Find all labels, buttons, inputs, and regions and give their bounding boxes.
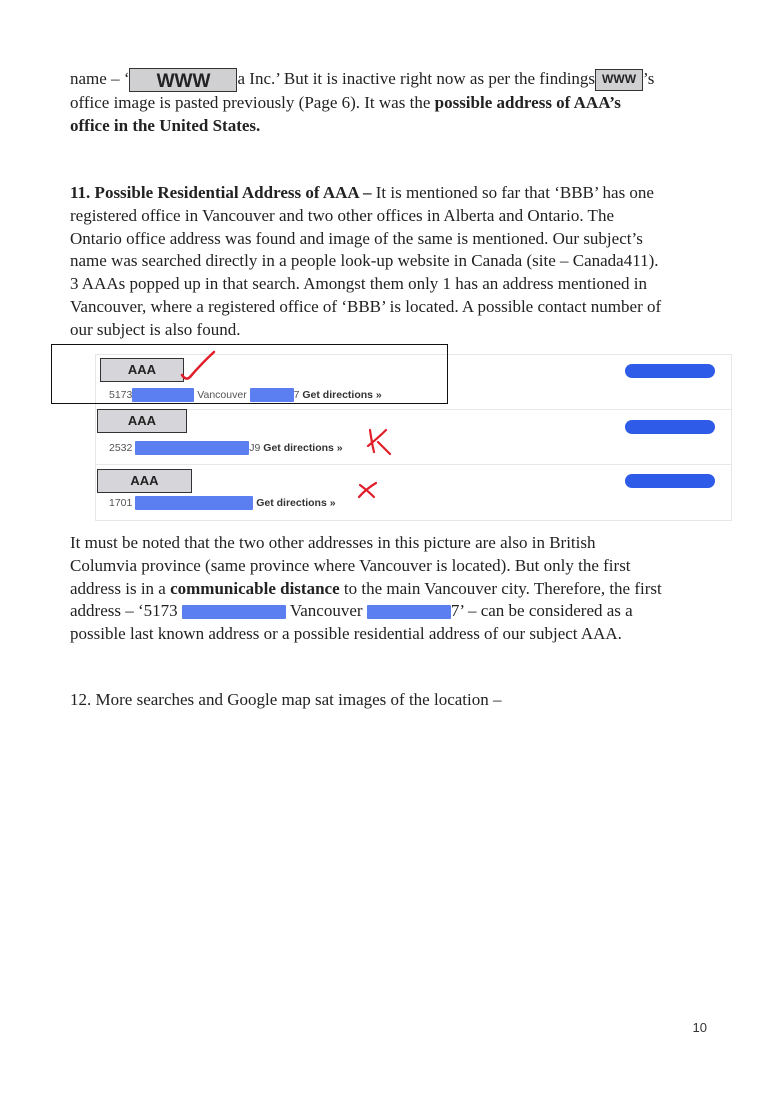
result-row — [96, 410, 731, 465]
result-name: AAA — [97, 469, 192, 493]
get-directions-link[interactable]: Get directions » — [263, 441, 343, 454]
p1-line1: name – ‘ WWW a Inc.’ But it is inactive right now as per the findings WWW ’s — [70, 69, 655, 93]
redaction-box — [135, 441, 249, 455]
phone-redaction — [625, 474, 715, 488]
highlight-frame — [51, 344, 448, 404]
redaction-box — [135, 496, 253, 510]
paragraph-conclusion: It must be noted that the two other addresses in this picture are also in British Columvia province (same province where Vancouver is located). But only the first address is in a communicable distance to the main Vancouver city. Therefore, the first address – ‘5173 Vancouver 7’ – can be considered as a possible last known address or a possible residential address of our subject AAA. — [70, 533, 662, 644]
p1-line3: office in the United States. — [70, 115, 261, 135]
paragraph-residential-address: 11. Possible Residential Address of AAA – It is mentioned so far that ‘BBB’ has one registered office in Vancouver and two other offices in Alberta and Ontario. The Ontario office address was found and image of the same is mentioned. Our subject’s name was searched directly in a people look-up website in Canada (site – Canada411). 3 AAAs popped up in that search. Amongst them only 1 has an address mentioned in Vancouver, where a registered office of ‘BBB’ is located. A possible contact number of our subject is also found. — [70, 183, 662, 339]
result-address: 1701 Get directions » — [109, 496, 336, 509]
result-name: AAA — [100, 358, 184, 382]
get-directions-link[interactable]: Get directions » — [256, 496, 336, 509]
result-address: 5173 Vancouver 7 Get directions » — [109, 388, 382, 401]
redaction-box: WWW — [595, 69, 643, 91]
get-directions-link[interactable]: Get directions » — [302, 388, 382, 401]
redaction-box: WWW — [129, 68, 237, 92]
redaction-box — [367, 605, 451, 619]
result-row — [96, 465, 731, 519]
result-name: AAA — [97, 409, 187, 433]
section-heading: 11. Possible Residential Address of AAA – — [70, 183, 372, 202]
paragraph-us-office — [70, 68, 720, 138]
paragraph-more-searches: 12. More searches and Google map sat images of the location – — [70, 690, 502, 709]
cross-mark-icon — [366, 426, 396, 460]
result-address: 2532 J9 Get directions » — [109, 441, 343, 454]
p1-line2: office image is pasted previously (Page 6). It was the possible address of AAA’s — [70, 93, 621, 113]
phone-redaction — [625, 364, 715, 378]
phone-redaction — [625, 420, 715, 434]
cross-mark-icon — [356, 479, 382, 503]
page-number: 10 — [692, 1020, 707, 1035]
redaction-box — [182, 605, 286, 619]
